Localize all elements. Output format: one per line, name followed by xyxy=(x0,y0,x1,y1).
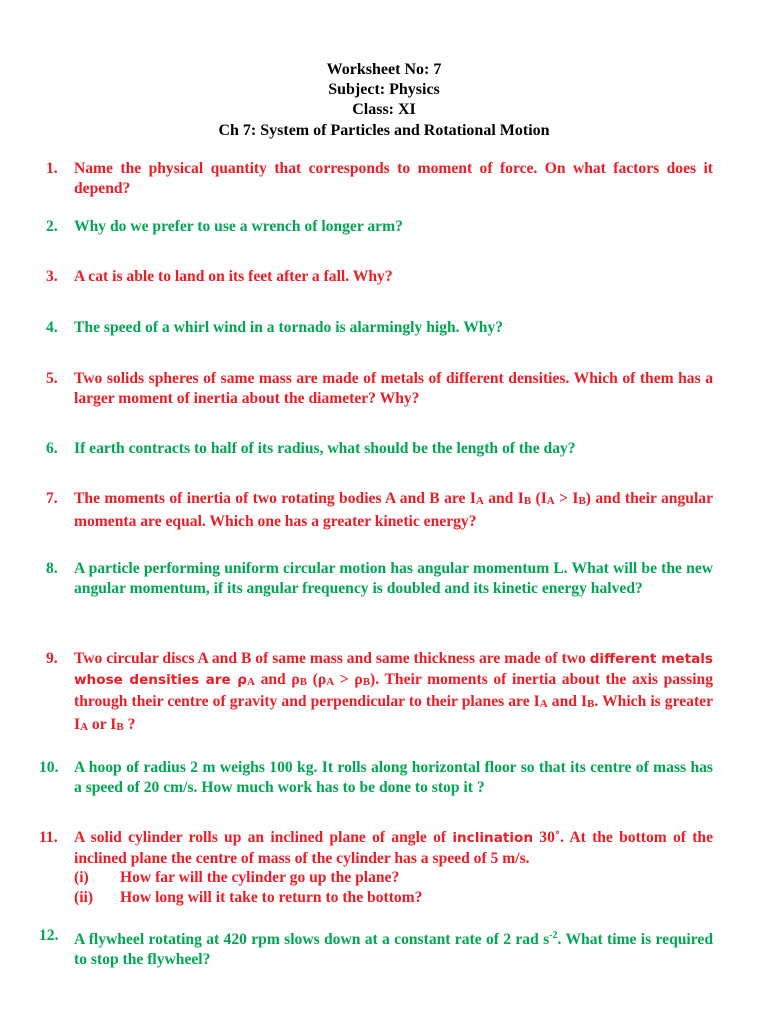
question-text: A solid cylinder rolls up an inclined plane of angle of inclination 30˚. At the bottom of the inclined plane the centre of mass of the cylinder has a speed of 5 m/s. (i) How far will the cylinder go up the plane? (ii) How long will it take to return to the bottom? xyxy=(74,829,714,906)
question-number: 9. xyxy=(46,650,58,667)
question-number: 6. xyxy=(46,440,58,457)
question-number: 8. xyxy=(46,560,58,577)
question-2 xyxy=(46,217,713,237)
question-number: 4. xyxy=(46,319,58,336)
question-text: If earth contracts to half of its radius, what should be the length of the day? xyxy=(74,440,576,457)
question-text: Name the physical quantity that corresponds to moment of force. On what factors does it depend? xyxy=(74,160,713,197)
question-text: The moments of inertia of two rotating bodies A and B are IA and IB (IA > IB) and their angular momenta are equal. Which one has a greater kinetic energy? xyxy=(74,490,713,530)
worksheet-header xyxy=(0,60,768,141)
question-10 xyxy=(39,758,713,797)
question-12 xyxy=(39,926,713,969)
worksheet-number: Worksheet No: 7 xyxy=(326,61,442,78)
subject-line: Subject: Physics xyxy=(328,81,440,99)
question-1 xyxy=(46,159,713,198)
question-number: 10. xyxy=(39,759,59,776)
question-number: 2. xyxy=(46,218,58,235)
subquestion-ii: (ii) How long will it take to return to the bottom? xyxy=(74,888,423,906)
question-4 xyxy=(46,318,713,338)
question-number: 11. xyxy=(39,829,58,846)
question-3 xyxy=(46,267,713,287)
question-text: The speed of a whirl wind in a tornado is alarmingly high. Why? xyxy=(74,319,504,336)
question-6 xyxy=(46,439,713,459)
question-number: 5. xyxy=(46,370,58,387)
question-number: 3. xyxy=(46,268,58,285)
class-line: Class: XI xyxy=(352,101,416,119)
question-text: A flywheel rotating at 420 rpm slows down at a constant rate of 2 rad $s^{-2}$. What time is required to stop the flywheel? xyxy=(74,930,713,968)
question-text: Why do we prefer to use a wrench of longer arm? xyxy=(74,218,403,235)
question-text: Two circular discs A and B of same mass and same thickness are made of two different metals whose densities are ρA and ρB (ρA > ρB). Their moments of inertia about the axis passing through their centre of gravity and perpendicular to their planes are IA and IB. Which is greater IA or IB ? xyxy=(74,650,714,733)
question-9 xyxy=(46,649,713,737)
question-7 xyxy=(46,489,713,531)
question-text: A cat is able to land on its feet after a fall. Why? xyxy=(74,268,393,285)
question-number: 1. xyxy=(46,160,58,177)
question-text: A particle performing uniform circular motion has angular momentum L. What will be the new angular momentum, if its angular frequency is doubled and its kinetic energy halved? xyxy=(74,560,713,597)
question-8 xyxy=(46,559,713,598)
chapter-title: Ch 7: System of Particles and Rotational Motion xyxy=(218,121,550,139)
question-11 xyxy=(39,828,714,907)
question-number: 12. xyxy=(39,927,59,944)
question-5 xyxy=(46,369,713,408)
subquestion-i: (i) How far will the cylinder go up the plane? xyxy=(74,869,400,887)
question-number: 7. xyxy=(46,490,58,507)
question-text: A hoop of radius 2 m weighs 100 kg. It rolls along horizontal floor so that its centre of mass has a speed of 20 cm/s. How much work has to be done to stop it ? xyxy=(74,759,713,796)
question-text: Two solids spheres of same mass are made of metals of different densities. Which of them has a larger moment of inertia about the diameter? Why? xyxy=(74,370,713,407)
